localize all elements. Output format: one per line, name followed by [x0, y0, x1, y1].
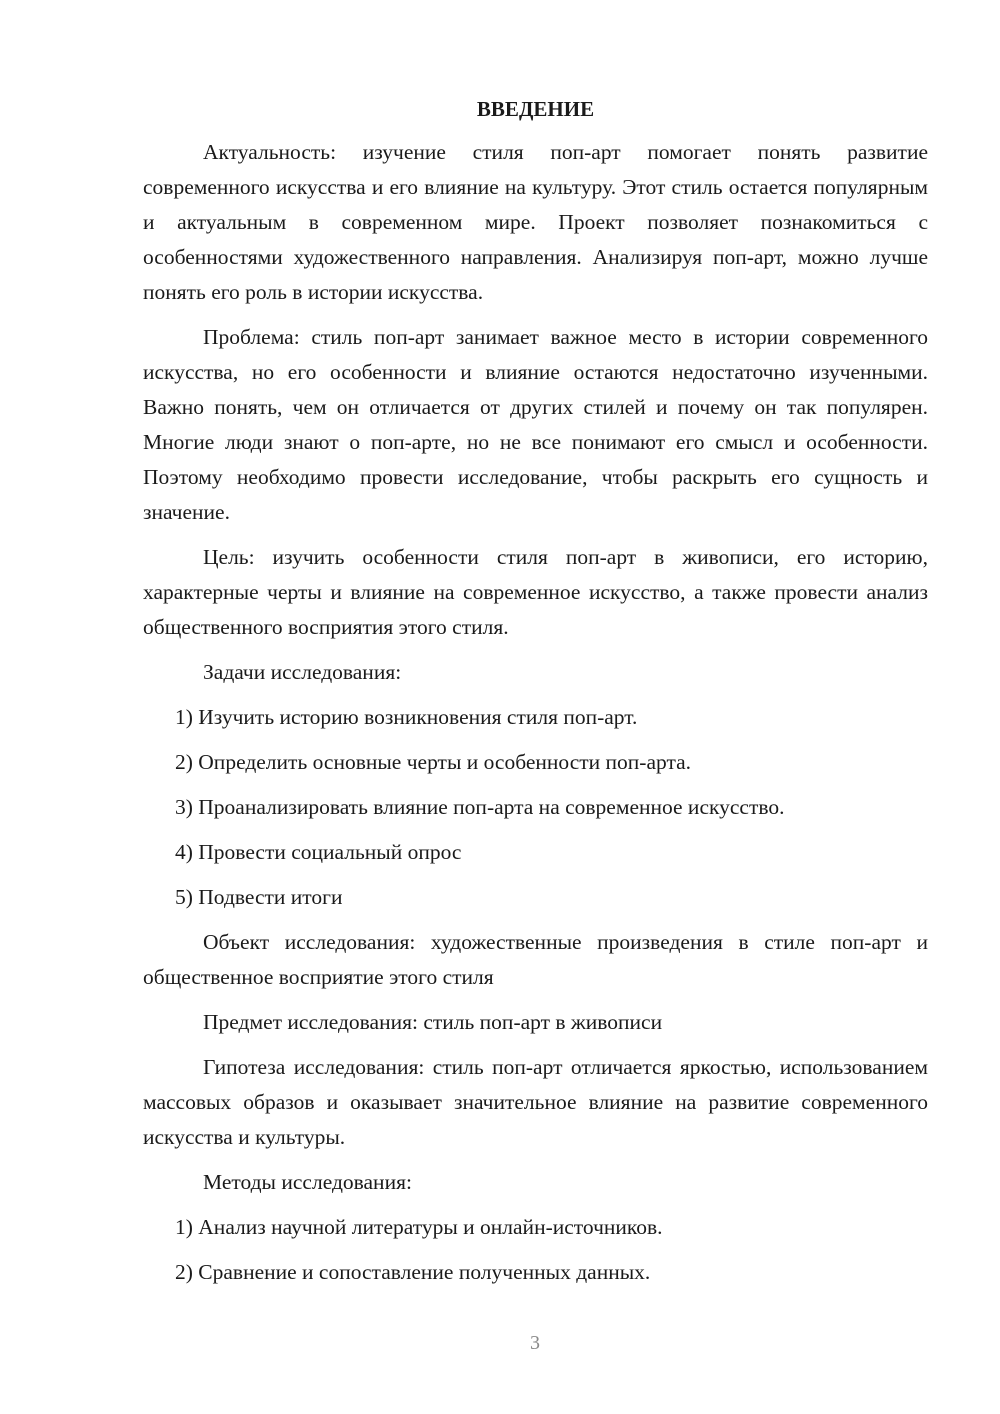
list-item: 1) Анализ научной литературы и онлайн-источников. [175, 1215, 663, 1239]
relevance-paragraph: Актуальность: изучение стиля поп-арт помогает понять развитие современного искусства и его влияние на культуру. Этот стиль остается популярным и актуальным в современном мире. Проект позволяет познакомиться с особенностями художественного направления. Анализируя поп-арт, можно лучше понять его роль в истории искусства. [143, 140, 928, 304]
methods-heading: Методы исследования: [203, 1170, 412, 1194]
list-item: 3) Проанализировать влияние поп-арта на современное искусство. [175, 795, 785, 819]
list-item: 2) Сравнение и сопоставление полученных данных. [175, 1260, 651, 1284]
subject-paragraph: Предмет исследования: стиль поп-арт в живописи [203, 1010, 663, 1034]
hypothesis-paragraph: Гипотеза исследования: стиль поп-арт отличается яркостью, использованием массовых образов и оказывает значительное влияние на развитие современного искусства и культуры. [143, 1055, 928, 1149]
list-item: 1) Изучить историю возникновения стиля поп-арт. [175, 705, 638, 729]
methods-list [143, 1210, 928, 1290]
problem-paragraph: Проблема: стиль поп-арт занимает важное место в истории современного искусства, но его особенности и влияние остаются недостаточно изученными. Важно понять, чем он отличается от других стилей и почему он так популярен. Многие люди знают о поп-арте, но не все понимают его смысл и особенности. Поэтому необходимо провести исследование, чтобы раскрыть его сущность и значение. [143, 325, 928, 524]
list-item: 2) Определить основные черты и особенности поп-арта. [175, 750, 692, 774]
list-item: 5) Подвести итоги [175, 885, 343, 909]
page-content [143, 92, 928, 1300]
page-title: ВВЕДЕНИЕ [476, 97, 595, 121]
page-number: 3 [530, 1332, 540, 1354]
tasks-list [143, 700, 928, 915]
tasks-heading: Задачи исследования: [203, 660, 402, 684]
object-paragraph: Объект исследования: художественные произведения в стиле поп-арт и общественное восприятие этого стиля [143, 930, 928, 989]
goal-paragraph: Цель: изучить особенности стиля поп-арт в живописи, его историю, характерные черты и влияние на современное искусство, а также провести анализ общественного восприятия этого стиля. [143, 545, 928, 639]
list-item: 4) Провести социальный опрос [175, 840, 462, 864]
